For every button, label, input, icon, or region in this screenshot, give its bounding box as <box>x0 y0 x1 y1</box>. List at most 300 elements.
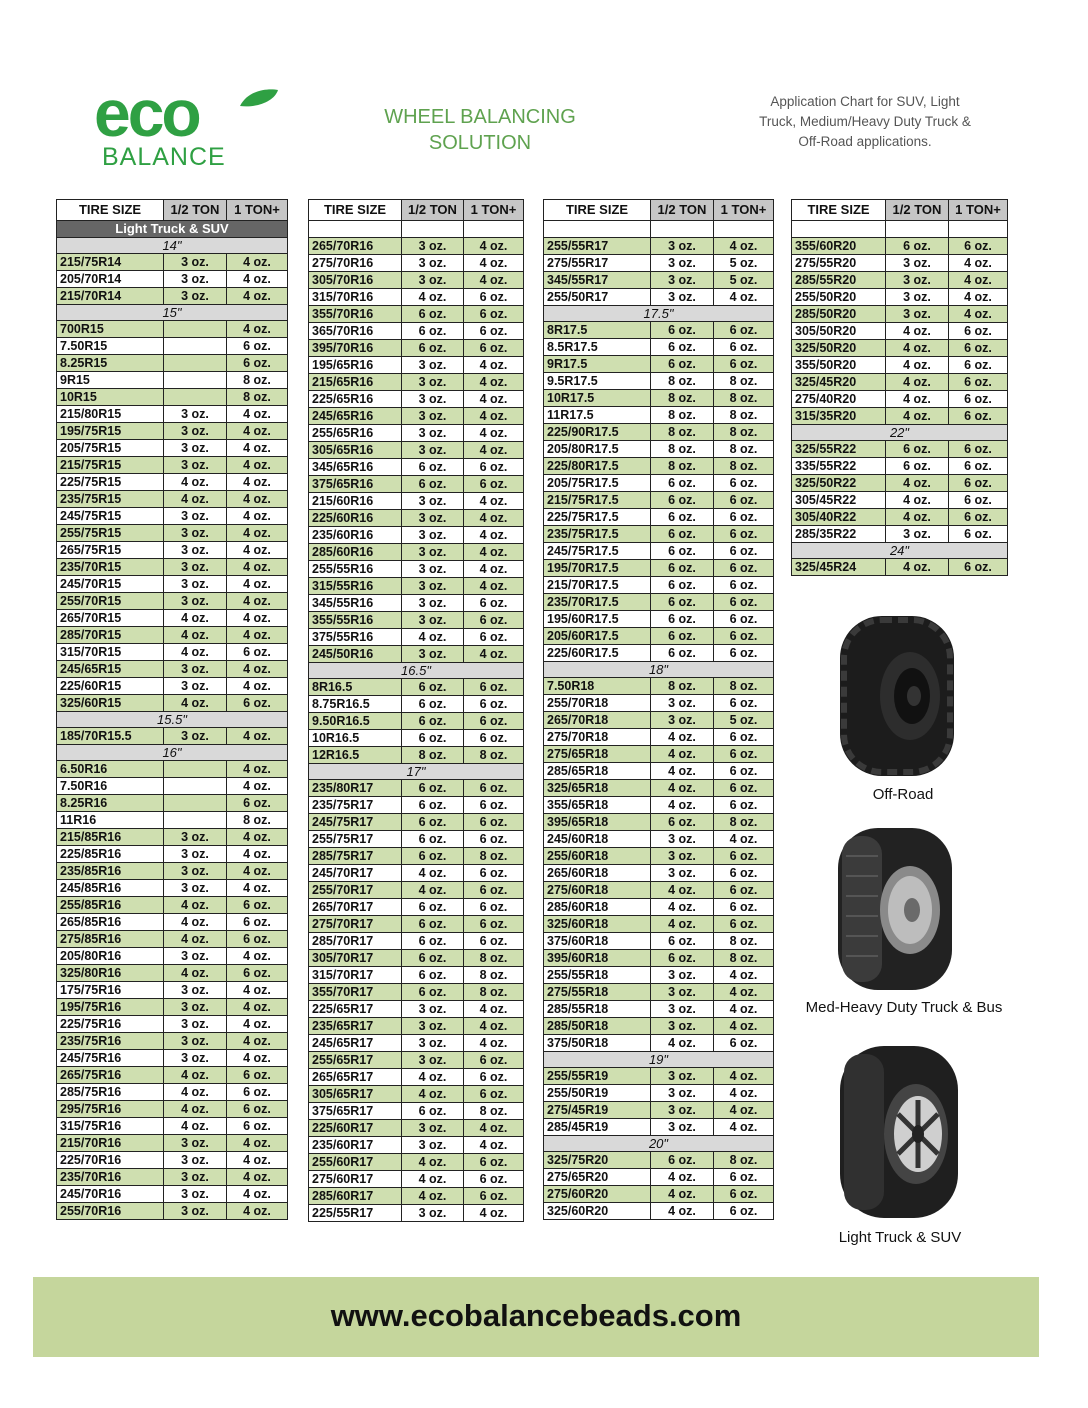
truck-tire-image <box>836 826 954 992</box>
blank-cell <box>544 221 651 238</box>
tire-size-cell: 215/65R16 <box>309 374 402 391</box>
half-ton-cell: 4 oz. <box>164 1118 227 1135</box>
half-ton-cell: 6 oz. <box>651 509 714 526</box>
table-row <box>309 882 524 899</box>
one-ton-cell: 4 oz. <box>227 559 288 576</box>
half-ton-cell: 3 oz. <box>402 1205 464 1222</box>
half-ton-cell: 4 oz. <box>651 729 714 746</box>
one-ton-cell: 4 oz. <box>464 1137 524 1154</box>
half-ton-cell: 4 oz. <box>886 509 949 526</box>
one-ton-cell: 4 oz. <box>227 321 288 338</box>
half-ton-cell: 6 oz. <box>402 831 464 848</box>
title-line-2: SOLUTION <box>428 132 532 154</box>
one-ton-cell: 6 oz. <box>949 357 1008 374</box>
half-ton-cell: 3 oz. <box>164 457 227 474</box>
half-ton-cell <box>164 338 227 355</box>
tire-size-cell: 255/55R19 <box>544 1068 651 1085</box>
table-row <box>544 882 774 899</box>
blank-cell <box>309 221 402 238</box>
table-row <box>57 491 288 508</box>
tire-size-cell: 265/75R16 <box>57 1067 164 1084</box>
leaf-icon <box>238 88 280 108</box>
caption-light-truck-suv: Light Truck & SUV <box>838 1229 962 1246</box>
half-ton-cell: 3 oz. <box>164 999 227 1016</box>
table-row <box>309 696 524 713</box>
one-ton-cell: 6 oz. <box>227 355 288 372</box>
half-ton-cell: 3 oz. <box>402 612 464 629</box>
tire-size-cell: 8.25R16 <box>57 795 164 812</box>
half-ton-cell <box>164 389 227 406</box>
one-ton-cell: 6 oz. <box>949 441 1008 458</box>
one-ton-cell: 6 oz. <box>464 814 524 831</box>
tire-size-cell: 295/75R16 <box>57 1101 164 1118</box>
table-row <box>57 678 288 695</box>
table-row <box>309 476 524 493</box>
tire-size-cell: 235/75R16 <box>57 1033 164 1050</box>
tire-size-cell: 255/70R17 <box>309 882 402 899</box>
one-ton-cell: 8 oz. <box>714 407 774 424</box>
table-row <box>544 594 774 611</box>
one-ton-cell: 8 oz. <box>714 933 774 950</box>
half-ton-cell: 3 oz. <box>164 829 227 846</box>
tire-size-cell: 245/75R17 <box>309 814 402 831</box>
table-row <box>57 288 288 305</box>
table-row <box>57 559 288 576</box>
table-row <box>309 865 524 882</box>
half-ton-cell <box>164 372 227 389</box>
half-ton-cell: 6 oz. <box>651 543 714 560</box>
half-ton-cell: 3 oz. <box>402 510 464 527</box>
tire-size-cell: 275/60R20 <box>544 1186 651 1203</box>
half-ton-cell: 4 oz. <box>886 323 949 340</box>
half-ton-cell: 4 oz. <box>886 357 949 374</box>
table-row <box>57 1033 288 1050</box>
one-ton-cell: 6 oz. <box>227 795 288 812</box>
one-ton-cell: 6 oz. <box>464 696 524 713</box>
tire-size-cell: 11R17.5 <box>544 407 651 424</box>
one-ton-cell: 6 oz. <box>949 475 1008 492</box>
table-row <box>57 338 288 355</box>
website-url[interactable]: www.ecobalancebeads.com <box>330 1298 742 1333</box>
header-tire-size: TIRE SIZE <box>57 200 164 221</box>
header-tire-size: TIRE SIZE <box>544 200 651 221</box>
table-row <box>57 982 288 999</box>
half-ton-cell: 3 oz. <box>402 1001 464 1018</box>
half-ton-cell: 3 oz. <box>651 1001 714 1018</box>
tire-size-cell: 215/85R16 <box>57 829 164 846</box>
one-ton-cell: 8 oz. <box>714 373 774 390</box>
tire-size-cell: 345/65R16 <box>309 459 402 476</box>
logo-eco-text: eco <box>94 76 199 150</box>
one-ton-cell: 8 oz. <box>464 848 524 865</box>
table-row <box>57 728 288 745</box>
one-ton-cell: 6 oz. <box>714 916 774 933</box>
one-ton-cell: 6 oz. <box>714 475 774 492</box>
tire-size-cell: 325/60R15 <box>57 695 164 712</box>
tire-size-cell: 285/70R17 <box>309 933 402 950</box>
half-ton-cell: 3 oz. <box>164 423 227 440</box>
tire-size-cell: 235/75R15 <box>57 491 164 508</box>
half-ton-cell: 4 oz. <box>651 1035 714 1052</box>
table-row <box>57 914 288 931</box>
half-ton-cell: 6 oz. <box>402 476 464 493</box>
table-row <box>544 458 774 475</box>
tire-size-cell: 275/55R20 <box>792 255 886 272</box>
half-ton-cell: 3 oz. <box>651 695 714 712</box>
one-ton-cell: 6 oz. <box>227 897 288 914</box>
half-ton-cell: 6 oz. <box>651 628 714 645</box>
table-row <box>792 509 1008 526</box>
header-one-ton: 1 TON+ <box>714 200 774 221</box>
table-row <box>57 406 288 423</box>
tire-size-cell: 355/55R16 <box>309 612 402 629</box>
tire-size-cell: 245/75R16 <box>57 1050 164 1067</box>
tire-size-cell: 235/60R16 <box>309 527 402 544</box>
tire-size-cell: 255/65R17 <box>309 1052 402 1069</box>
tire-size-cell: 355/70R17 <box>309 984 402 1001</box>
one-ton-cell: 8 oz. <box>714 678 774 695</box>
one-ton-cell: 6 oz. <box>714 1169 774 1186</box>
one-ton-cell: 4 oz. <box>227 440 288 457</box>
table-row <box>544 1035 774 1052</box>
half-ton-cell: 4 oz. <box>651 746 714 763</box>
tire-size-cell: 225/60R15 <box>57 678 164 695</box>
tire-size-cell: 7.50R15 <box>57 338 164 355</box>
half-ton-cell: 3 oz. <box>402 442 464 459</box>
tire-size-cell: 275/70R17 <box>309 916 402 933</box>
half-ton-cell: 3 oz. <box>402 646 464 663</box>
tire-size-cell: 275/70R16 <box>309 255 402 272</box>
one-ton-cell: 4 oz. <box>227 1135 288 1152</box>
table-row <box>792 340 1008 357</box>
tire-size-cell: 225/65R17 <box>309 1001 402 1018</box>
tire-size-cell: 225/70R16 <box>57 1152 164 1169</box>
half-ton-cell: 3 oz. <box>164 1169 227 1186</box>
table-row <box>309 408 524 425</box>
one-ton-cell: 5 oz. <box>714 255 774 272</box>
rim-size-label: 20" <box>544 1136 774 1152</box>
half-ton-cell: 6 oz. <box>402 916 464 933</box>
half-ton-cell: 3 oz. <box>164 948 227 965</box>
rim-size-label: 24" <box>792 543 1008 559</box>
blank-cell <box>464 221 524 238</box>
tire-size-cell: 355/60R20 <box>792 238 886 255</box>
table-row <box>792 458 1008 475</box>
half-ton-cell: 3 oz. <box>651 967 714 984</box>
table-row <box>792 391 1008 408</box>
one-ton-cell: 4 oz. <box>464 544 524 561</box>
one-ton-cell: 8 oz. <box>714 458 774 475</box>
one-ton-cell: 6 oz. <box>714 560 774 577</box>
one-ton-cell: 4 oz. <box>464 1018 524 1035</box>
table-row <box>57 1169 288 1186</box>
half-ton-cell: 3 oz. <box>164 440 227 457</box>
tire-size-cell: 255/75R15 <box>57 525 164 542</box>
table-row <box>57 1067 288 1084</box>
half-ton-cell: 6 oz. <box>402 848 464 865</box>
tire-size-cell: 355/50R20 <box>792 357 886 374</box>
one-ton-cell: 4 oz. <box>227 288 288 305</box>
half-ton-cell: 3 oz. <box>651 848 714 865</box>
half-ton-cell: 4 oz. <box>164 1084 227 1101</box>
half-ton-cell: 3 oz. <box>164 525 227 542</box>
half-ton-cell: 3 oz. <box>651 1085 714 1102</box>
tire-size-cell: 195/60R17.5 <box>544 611 651 628</box>
table-row <box>57 644 288 661</box>
table-row <box>309 527 524 544</box>
table-row <box>544 560 774 577</box>
half-ton-cell: 3 oz. <box>164 254 227 271</box>
table-row <box>57 627 288 644</box>
one-ton-cell: 4 oz. <box>714 984 774 1001</box>
half-ton-cell: 3 oz. <box>402 408 464 425</box>
half-ton-cell: 6 oz. <box>402 933 464 950</box>
half-ton-cell: 6 oz. <box>651 356 714 373</box>
half-ton-cell: 6 oz. <box>402 1103 464 1120</box>
tire-size-cell: 325/75R20 <box>544 1152 651 1169</box>
one-ton-cell: 6 oz. <box>714 882 774 899</box>
table-row <box>309 306 524 323</box>
half-ton-cell: 6 oz. <box>402 696 464 713</box>
one-ton-cell: 6 oz. <box>714 797 774 814</box>
tire-size-cell: 255/55R18 <box>544 967 651 984</box>
table-row <box>309 255 524 272</box>
half-ton-cell: 6 oz. <box>402 340 464 357</box>
tire-size-cell: 700R15 <box>57 321 164 338</box>
one-ton-cell: 8 oz. <box>227 812 288 829</box>
table-row <box>792 272 1008 289</box>
one-ton-cell: 6 oz. <box>714 339 774 356</box>
tire-table-3 <box>543 199 774 1220</box>
one-ton-cell: 6 oz. <box>464 1069 524 1086</box>
one-ton-cell: 6 oz. <box>464 612 524 629</box>
table-row <box>309 442 524 459</box>
tire-size-cell: 255/85R16 <box>57 897 164 914</box>
tire-size-cell: 10R16.5 <box>309 730 402 747</box>
half-ton-cell: 3 oz. <box>886 289 949 306</box>
half-ton-cell: 4 oz. <box>164 695 227 712</box>
half-ton-cell: 8 oz. <box>651 373 714 390</box>
header-one-ton: 1 TON+ <box>227 200 288 221</box>
tire-size-cell: 305/70R17 <box>309 950 402 967</box>
rim-size-row <box>309 764 524 780</box>
tire-size-cell: 255/60R17 <box>309 1154 402 1171</box>
table-row <box>792 289 1008 306</box>
table-row <box>309 1086 524 1103</box>
one-ton-cell: 4 oz. <box>464 391 524 408</box>
one-ton-cell: 8 oz. <box>714 424 774 441</box>
logo-balance-text: BALANCE <box>102 143 226 171</box>
tire-size-cell: 245/75R15 <box>57 508 164 525</box>
tire-size-cell: 285/60R16 <box>309 544 402 561</box>
one-ton-cell: 5 oz. <box>714 712 774 729</box>
one-ton-cell: 6 oz. <box>464 1154 524 1171</box>
table-row <box>309 797 524 814</box>
one-ton-cell: 6 oz. <box>949 238 1008 255</box>
half-ton-cell <box>164 812 227 829</box>
table-row <box>309 646 524 663</box>
tire-size-cell: 325/60R18 <box>544 916 651 933</box>
rim-size-label: 17" <box>309 764 524 780</box>
one-ton-cell: 4 oz. <box>227 661 288 678</box>
one-ton-cell: 8 oz. <box>714 814 774 831</box>
half-ton-cell: 4 oz. <box>886 391 949 408</box>
tire-size-cell: 285/60R17 <box>309 1188 402 1205</box>
table-row <box>57 846 288 863</box>
half-ton-cell: 4 oz. <box>886 374 949 391</box>
table-row <box>309 544 524 561</box>
rim-size-row <box>57 745 288 761</box>
one-ton-cell: 4 oz. <box>227 678 288 695</box>
table-row <box>309 391 524 408</box>
one-ton-cell: 4 oz. <box>227 406 288 423</box>
table-row <box>57 474 288 491</box>
tire-size-cell: 195/65R16 <box>309 357 402 374</box>
blank-cell <box>651 221 714 238</box>
one-ton-cell: 4 oz. <box>227 474 288 491</box>
table-row <box>544 1119 774 1136</box>
half-ton-cell: 6 oz. <box>402 730 464 747</box>
half-ton-cell: 3 oz. <box>402 374 464 391</box>
tire-size-cell: 345/55R16 <box>309 595 402 612</box>
tire-size-cell: 285/50R18 <box>544 1018 651 1035</box>
tire-size-cell: 205/80R16 <box>57 948 164 965</box>
half-ton-cell: 3 oz. <box>164 1152 227 1169</box>
half-ton-cell: 6 oz. <box>651 611 714 628</box>
one-ton-cell: 6 oz. <box>949 391 1008 408</box>
tire-size-cell: 395/65R18 <box>544 814 651 831</box>
half-ton-cell: 3 oz. <box>402 544 464 561</box>
table-row <box>309 780 524 797</box>
table-row <box>57 778 288 795</box>
half-ton-cell: 4 oz. <box>402 1154 464 1171</box>
eco-balance-logo <box>92 76 282 176</box>
blank-cell <box>402 221 464 238</box>
half-ton-cell: 6 oz. <box>402 780 464 797</box>
tire-size-cell: 175/75R16 <box>57 982 164 999</box>
tire-size-cell: 375/50R18 <box>544 1035 651 1052</box>
one-ton-cell: 4 oz. <box>227 829 288 846</box>
half-ton-cell: 6 oz. <box>886 458 949 475</box>
table-row <box>309 340 524 357</box>
description-line: Truck, Medium/Heavy Duty Truck & <box>759 114 971 129</box>
tire-size-cell: 225/60R17.5 <box>544 645 651 662</box>
tire-size-cell: 255/70R16 <box>57 1203 164 1220</box>
one-ton-cell: 5 oz. <box>714 272 774 289</box>
table-row <box>57 863 288 880</box>
tire-size-cell: 205/60R17.5 <box>544 628 651 645</box>
one-ton-cell: 6 oz. <box>714 1203 774 1220</box>
table-row <box>57 508 288 525</box>
description <box>745 92 985 152</box>
one-ton-cell: 8 oz. <box>227 372 288 389</box>
tire-size-cell: 275/65R20 <box>544 1169 651 1186</box>
half-ton-cell: 3 oz. <box>886 272 949 289</box>
half-ton-cell: 4 oz. <box>164 931 227 948</box>
one-ton-cell: 6 oz. <box>464 797 524 814</box>
tire-size-cell: 235/65R17 <box>309 1018 402 1035</box>
half-ton-cell: 6 oz. <box>402 713 464 730</box>
tire-size-cell: 205/75R15 <box>57 440 164 457</box>
tire-size-cell: 265/70R18 <box>544 712 651 729</box>
tire-size-cell: 325/80R16 <box>57 965 164 982</box>
tire-size-cell: 375/55R16 <box>309 629 402 646</box>
tire-size-cell: 375/65R16 <box>309 476 402 493</box>
tire-size-cell: 285/55R18 <box>544 1001 651 1018</box>
table-row <box>57 897 288 914</box>
table-row <box>57 321 288 338</box>
tire-size-cell: 225/85R16 <box>57 846 164 863</box>
tire-size-cell: 265/70R17 <box>309 899 402 916</box>
half-ton-cell: 3 oz. <box>164 542 227 559</box>
table-row <box>309 1001 524 1018</box>
half-ton-cell: 6 oz. <box>651 594 714 611</box>
table-row <box>544 865 774 882</box>
half-ton-cell: 6 oz. <box>651 933 714 950</box>
half-ton-cell: 4 oz. <box>886 340 949 357</box>
footer-band <box>33 1277 1039 1357</box>
one-ton-cell: 4 oz. <box>227 1152 288 1169</box>
one-ton-cell: 6 oz. <box>714 526 774 543</box>
half-ton-cell: 3 oz. <box>164 982 227 999</box>
one-ton-cell: 6 oz. <box>227 965 288 982</box>
half-ton-cell: 3 oz. <box>164 1033 227 1050</box>
tire-size-cell: 325/50R22 <box>792 475 886 492</box>
table-row <box>309 899 524 916</box>
table-row <box>544 1152 774 1169</box>
one-ton-cell: 4 oz. <box>227 423 288 440</box>
table-row <box>544 645 774 662</box>
tire-size-cell: 7.50R18 <box>544 678 651 695</box>
table-row <box>544 1203 774 1220</box>
header-one-ton: 1 TON+ <box>464 200 524 221</box>
tire-size-cell: 275/70R18 <box>544 729 651 746</box>
half-ton-cell: 3 oz. <box>651 865 714 882</box>
half-ton-cell: 3 oz. <box>164 846 227 863</box>
table-row <box>544 678 774 695</box>
table-row <box>309 1120 524 1137</box>
tire-size-cell: 235/80R17 <box>309 780 402 797</box>
one-ton-cell: 4 oz. <box>949 306 1008 323</box>
half-ton-cell: 3 oz. <box>886 526 949 543</box>
half-ton-cell <box>164 761 227 778</box>
table-row <box>57 576 288 593</box>
half-ton-cell: 3 oz. <box>651 255 714 272</box>
tire-size-cell: 325/65R18 <box>544 780 651 797</box>
one-ton-cell: 4 oz. <box>714 1085 774 1102</box>
table-row <box>544 831 774 848</box>
table-row <box>309 561 524 578</box>
table-row <box>57 1135 288 1152</box>
tire-size-cell: 10R17.5 <box>544 390 651 407</box>
tire-size-cell: 255/70R15 <box>57 593 164 610</box>
tire-table-1 <box>56 199 288 1220</box>
half-ton-cell: 6 oz. <box>402 950 464 967</box>
half-ton-cell <box>164 355 227 372</box>
tire-size-cell: 245/65R15 <box>57 661 164 678</box>
table-row <box>57 610 288 627</box>
one-ton-cell: 8 oz. <box>227 389 288 406</box>
tire-size-cell: 8R16.5 <box>309 679 402 696</box>
table-row <box>544 797 774 814</box>
table-row <box>792 559 1008 576</box>
one-ton-cell: 4 oz. <box>949 289 1008 306</box>
table-row <box>792 357 1008 374</box>
rim-size-row <box>544 306 774 322</box>
category-label: Light Truck & SUV <box>57 221 288 238</box>
tire-size-cell: 395/60R18 <box>544 950 651 967</box>
table-row <box>309 1205 524 1222</box>
